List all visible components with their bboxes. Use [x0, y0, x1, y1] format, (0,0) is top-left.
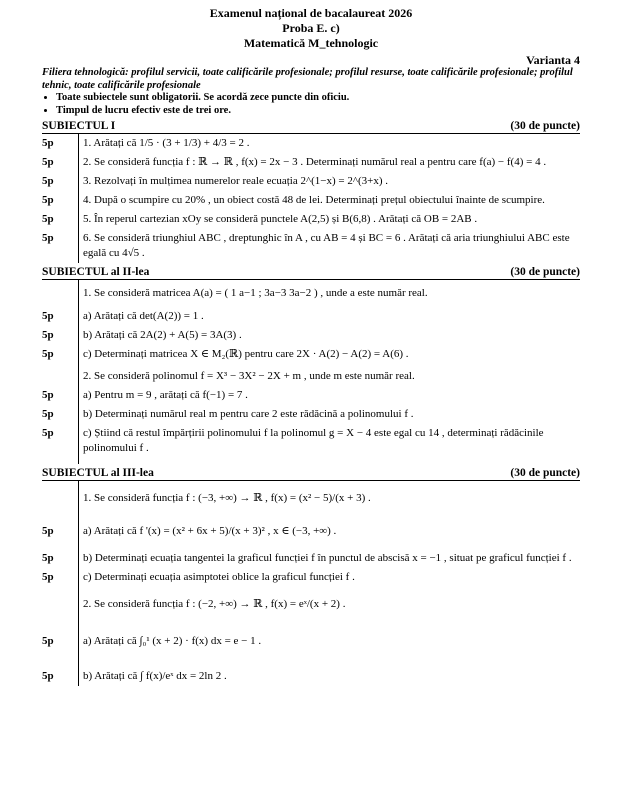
points-label: 5p: [42, 408, 54, 420]
variant-label: Varianta 4: [526, 53, 580, 67]
points-label: 5p: [42, 175, 54, 187]
points-label: 5p: [42, 310, 54, 322]
problem-row: [42, 229, 580, 263]
points-label: 5p: [42, 156, 54, 168]
problem-text: 1. Arătați că 1/5 · (3 + 1/3) + 4/3 = 2 .: [78, 134, 580, 153]
problem-text: 1. Se consideră matricea A(a) = ( 1 a−1 ; 3a−3 3a−2 ) , unde a este număr real.: [78, 280, 580, 307]
problem-row: [42, 307, 580, 326]
problem-text: a) Arătați că f '(x) = (x² + 6x + 5)/(x + 3)² , x ∈ (−3, +∞) .: [78, 516, 580, 549]
problem-row: [42, 345, 580, 364]
subject-2-header: [42, 266, 580, 280]
problem-text: 2. Se consideră funcția f : ℝ → ℝ , f(x) = 2x − 3 . Determinați numărul real a pentru care f(a) − f(4) = 4 .: [78, 153, 580, 172]
problem-text: 2. Se consideră funcția f : (−2, +∞) → ℝ , f(x) = eˣ/(x + 2) .: [78, 587, 580, 624]
problem-text: b) Determinați ecuația tangentei la graficul funcției f în punctul de abscisă x = −1 , situat pe graficul funcției f .: [78, 549, 580, 568]
problem-text: 2. Se consideră polinomul f = X³ − 3X² − 2X + m , unde m este număr real.: [78, 364, 580, 386]
subject-2-title: SUBIECTUL al II-lea: [42, 266, 150, 278]
problem-row: [42, 663, 580, 686]
subject-1-header: [42, 120, 580, 134]
problem-intro: [42, 280, 580, 307]
problem-text: b) Determinați numărul real m pentru care 2 este rădăcină a polinomului f .: [78, 405, 580, 424]
subject-3-items: [42, 481, 580, 686]
problem-row: [42, 153, 580, 172]
points-label: 5p: [42, 552, 54, 564]
subject-1-title: SUBIECTUL I: [42, 120, 116, 132]
problem-text: b) Arătați că ∫ f(x)/eˣ dx = 2ln 2 .: [78, 663, 580, 686]
points-label: 5p: [42, 427, 54, 439]
problem-row: [42, 210, 580, 229]
problem-text: c) Determinați matricea X ∈ M₂(ℝ) pentru care 2X · A(2) − A(2) = A(6) .: [78, 345, 580, 364]
problem-row: [42, 386, 580, 405]
points-label: 5p: [42, 137, 54, 149]
note-item: • Toate subiectele sunt obligatorii. Se acordă zece puncte din oficiu.: [56, 92, 580, 105]
problem-text: c) Știind că restul împărțirii polinomului f la polinomul g = X − 4 este egal cu 14 , determinați rădăcinile polinomului f .: [78, 424, 580, 464]
problem-intro: [42, 587, 580, 624]
points-label: 5p: [42, 571, 54, 583]
problem-text: 5. În reperul cartezian xOy se consideră punctele A(2,5) și B(6,8) . Arătați că OB = 2AB .: [78, 210, 580, 229]
problem-text: b) Arătați că 2A(2) + A(5) = 3A(3) .: [78, 326, 580, 345]
problem-intro: [42, 364, 580, 386]
points-label: 5p: [42, 232, 54, 244]
problem-text: 6. Se consideră triunghiul ABC , dreptunghic în A , cu AB = 4 și BC = 6 . Arătați că aria triunghiului ABC este egală cu 4√5 .: [78, 229, 580, 263]
problem-row: [42, 549, 580, 568]
points-label: 5p: [42, 670, 54, 682]
subject-3-points: (30 de puncte): [510, 467, 580, 479]
subject-1-points: (30 de puncte): [510, 120, 580, 132]
subject-2-items: [42, 280, 580, 464]
problem-text: c) Determinați ecuația asimptotei oblice la graficul funcției f .: [78, 568, 580, 587]
problem-row: [42, 191, 580, 210]
problem-row: [42, 405, 580, 424]
problem-text: a) Arătați că ∫₀¹ (x + 2) · f(x) dx = e − 1 .: [78, 624, 580, 663]
problem-text: a) Pentru m = 9 , arătați că f(−1) = 7 .: [78, 386, 580, 405]
problem-row: [42, 624, 580, 663]
points-label: 5p: [42, 389, 54, 401]
subject-3-title: SUBIECTUL al III-lea: [42, 467, 154, 479]
points-label: 5p: [42, 194, 54, 206]
problem-text: a) Arătați că det(A(2)) = 1 .: [78, 307, 580, 326]
problem-row: [42, 424, 580, 464]
exam-subject: Matematică M_tehnologic: [243, 36, 379, 50]
subject-3-header: [42, 467, 580, 481]
problem-row: [42, 568, 580, 587]
problem-text: 1. Se consideră funcția f : (−3, +∞) → ℝ , f(x) = (x² − 5)/(x + 3) .: [78, 481, 580, 516]
problem-row: [42, 172, 580, 191]
problem-row: [42, 516, 580, 549]
problem-text: 4. După o scumpire cu 20% , un obiect costă 48 de lei. Determinați prețul obiectului înainte de scumpire.: [78, 191, 580, 210]
problem-row: [42, 134, 580, 153]
points-label: 5p: [42, 635, 54, 647]
points-label: 5p: [42, 213, 54, 225]
problem-text: 3. Rezolvați în mulțimea numerelor reale ecuația 2^(1−x) = 2^(3+x) .: [78, 172, 580, 191]
note-item: • Timpul de lucru efectiv este de trei ore.: [56, 105, 580, 118]
filiera-text: Filiera tehnologică: profilul servicii, toate calificările profesionale; profilul resurse, toate calificările profesionale; profilul tehnic, toate calificările profesionale: [42, 67, 573, 91]
exam-proba: Proba E. c): [282, 21, 340, 35]
problem-intro: [42, 481, 580, 516]
subject-2-points: (30 de puncte): [510, 266, 580, 278]
subject-1-items: [42, 134, 580, 263]
exam-page: [42, 6, 580, 686]
points-label: 5p: [42, 329, 54, 341]
notes-list: [42, 92, 580, 117]
problem-row: [42, 326, 580, 345]
points-label: 5p: [42, 525, 54, 537]
points-label: 5p: [42, 348, 54, 360]
exam-title: Examenul național de bacalaureat 2026: [209, 6, 413, 20]
